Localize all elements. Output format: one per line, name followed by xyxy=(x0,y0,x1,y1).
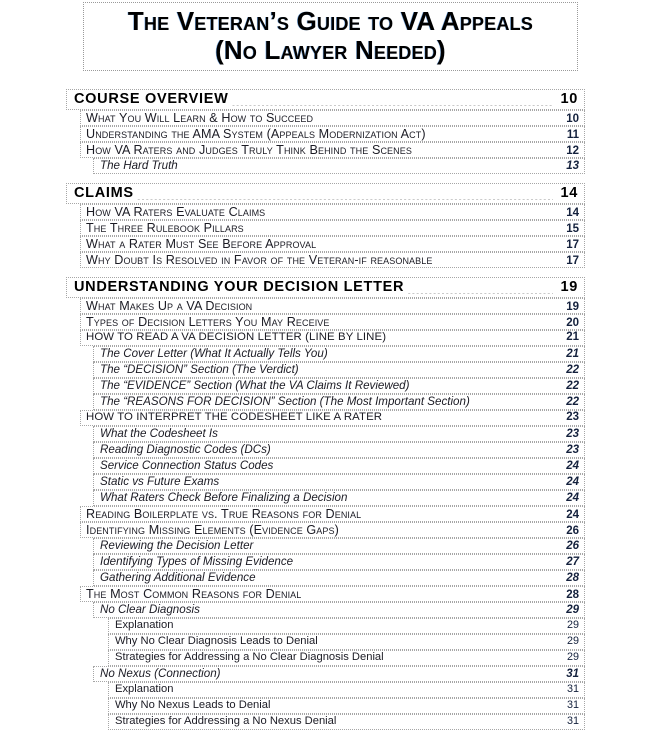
dot-leader xyxy=(255,309,558,310)
toc-entry-level-2[interactable] xyxy=(80,110,585,126)
toc-entry-level-2[interactable] xyxy=(80,586,585,602)
toc-entry-page-number: 27 xyxy=(566,556,579,568)
dot-leader xyxy=(268,215,558,216)
toc-entry-label: The Hard Truth xyxy=(100,159,178,172)
toc-entry-label: Strategies for Addressing a No Nexus Denial xyxy=(115,715,337,727)
toc-entry-page-number: 22 xyxy=(566,364,579,376)
dot-leader xyxy=(256,549,558,550)
toc-entry-label: Identifying Types of Missing Evidence xyxy=(100,555,294,568)
dot-leader xyxy=(385,421,558,422)
toc-entry-label: The Cover Letter (What It Actually Tells You) xyxy=(100,347,328,360)
toc-entry-level-2[interactable] xyxy=(80,314,585,330)
toc-entry-level-2[interactable] xyxy=(80,298,585,314)
toc-entry-page-number: 21 xyxy=(566,348,579,360)
dot-leader xyxy=(296,565,558,566)
toc-entry-label: Reading Diagnostic Codes (DCs) xyxy=(100,443,271,456)
dot-leader xyxy=(350,501,558,502)
toc-entry-label: Why No Clear Diagnosis Leads to Denial xyxy=(115,635,318,647)
toc-entry-page-number: 29 xyxy=(566,604,579,616)
toc-entry-page-number: 29 xyxy=(566,635,579,647)
dot-leader xyxy=(412,389,558,390)
toc-entry-label: Explanation xyxy=(115,619,174,631)
toc-entry-label: How VA Raters Evaluate Claims xyxy=(86,205,266,219)
dot-leader xyxy=(473,405,558,406)
dot-leader xyxy=(364,517,558,518)
toc-entry-label: What the Codesheet Is xyxy=(100,427,218,440)
dot-leader xyxy=(342,533,558,534)
dot-leader xyxy=(331,357,558,358)
toc-entry-label: Understanding the AMA System (Appeals Modernization Act) xyxy=(86,127,426,141)
toc-entry-label: Strategies for Addressing a No Clear Diagnosis Denial xyxy=(115,651,384,663)
toc-entry-label: The “EVIDENCE” Section (What the VA Claims It Reviewed) xyxy=(100,379,410,392)
dot-leader xyxy=(339,725,559,726)
toc-entry-page-number: 15 xyxy=(566,223,579,235)
toc-entry-label: Static vs Future Exams xyxy=(100,475,220,488)
toc-entry-level-3[interactable] xyxy=(93,474,585,490)
toc-entry-label: COURSE OVERVIEW xyxy=(74,91,229,107)
dot-leader xyxy=(274,453,558,454)
dot-leader xyxy=(276,469,558,470)
toc-entry-page-number: 22 xyxy=(566,380,579,392)
toc-entry-page-number: 14 xyxy=(566,207,579,219)
toc-entry-label: HOW TO READ A VA DECISION LETTER (LINE BY LINE) xyxy=(86,331,387,343)
toc-entry-level-1[interactable] xyxy=(66,277,585,298)
toc-entry-label: No Nexus (Connection) xyxy=(100,667,221,680)
toc-entry-page-number: 19 xyxy=(566,301,579,313)
toc-entry-level-2[interactable] xyxy=(80,236,585,252)
toc-entry-page-number: 12 xyxy=(566,145,579,157)
dot-leader xyxy=(137,199,553,200)
toc-entry-label: Explanation xyxy=(115,683,174,695)
toc-entry-page-number: 13 xyxy=(566,160,579,172)
toc-entry-level-4[interactable] xyxy=(108,650,585,666)
dot-leader xyxy=(181,169,558,170)
toc-entry-page-number: 29 xyxy=(566,651,579,663)
dot-leader xyxy=(176,629,559,630)
title-line-2: (No Lawyer Needed) xyxy=(215,35,446,65)
dot-leader xyxy=(203,613,558,614)
dot-leader xyxy=(231,105,553,106)
toc-entry-page-number: 14 xyxy=(560,185,578,201)
toc-entry-label: Identifying Missing Elements (Evidence Gaps) xyxy=(86,523,339,537)
toc-entry-level-3[interactable] xyxy=(93,538,585,554)
toc-entry-label: HOW TO INTERPRET THE CODESHEET LIKE A RATER xyxy=(86,411,383,423)
toc-entry-level-3[interactable] xyxy=(93,158,585,174)
toc-entry-level-2[interactable] xyxy=(80,522,585,538)
dot-leader xyxy=(224,677,558,678)
toc-entry-level-3[interactable] xyxy=(93,346,585,362)
toc-entry-page-number: 31 xyxy=(566,715,579,727)
toc-entry-level-3[interactable] xyxy=(93,442,585,458)
toc-entry-label: Reading Boilerplate vs. True Reasons for Denial xyxy=(86,507,362,521)
toc-entry-level-3[interactable] xyxy=(93,570,585,586)
toc-entry-page-number: 24 xyxy=(566,460,579,472)
toc-entry-level-3[interactable] xyxy=(93,378,585,394)
dot-leader xyxy=(221,437,558,438)
dot-leader xyxy=(222,485,558,486)
toc-entry-level-2[interactable] xyxy=(80,330,585,346)
toc-entry-level-1[interactable] xyxy=(66,89,585,110)
toc-entry-page-number: 21 xyxy=(566,331,579,343)
toc-entry-page-number: 26 xyxy=(566,525,579,537)
toc-entry-page-number: 28 xyxy=(566,589,579,601)
toc-entry-level-3[interactable] xyxy=(93,602,585,618)
toc-entry-label: Service Connection Status Codes xyxy=(100,459,274,472)
toc-entry-level-4[interactable] xyxy=(108,698,585,714)
toc-entry-page-number: 11 xyxy=(566,129,579,141)
toc-entry-page-number: 24 xyxy=(566,509,579,521)
toc-entry-label: Gathering Additional Evidence xyxy=(100,571,256,584)
dot-leader xyxy=(389,341,558,342)
toc-entry-page-number: 20 xyxy=(566,317,579,329)
toc-entry-label: The “DECISION” Section (The Verdict) xyxy=(100,363,299,376)
dot-leader xyxy=(429,137,558,138)
toc-entry-level-2[interactable] xyxy=(80,506,585,522)
toc-entry-level-3[interactable] xyxy=(93,394,585,410)
toc-entry-page-number: 23 xyxy=(566,411,579,423)
dot-leader xyxy=(435,263,558,264)
toc-entry-page-number: 22 xyxy=(566,396,579,408)
dot-leader xyxy=(407,293,553,294)
toc-entry-page-number: 23 xyxy=(566,428,579,440)
title-line-1: The Veteran’s Guide to VA Appeals xyxy=(127,6,534,36)
dot-leader xyxy=(273,709,559,710)
toc-entry-label: What Makes Up a VA Decision xyxy=(86,299,253,313)
dot-leader xyxy=(247,231,558,232)
toc-entry-label: CLAIMS xyxy=(74,185,134,201)
toc-entry-page-number: 31 xyxy=(566,668,579,680)
dot-leader xyxy=(415,153,558,154)
dot-leader xyxy=(319,247,558,248)
toc-entry-level-2[interactable] xyxy=(80,252,585,268)
toc-entry-level-3[interactable] xyxy=(93,426,585,442)
toc-entry-page-number: 31 xyxy=(566,683,579,695)
toc-entry-label: No Clear Diagnosis xyxy=(100,603,200,616)
dot-leader xyxy=(259,581,558,582)
toc-entry-level-3[interactable] xyxy=(93,458,585,474)
table-of-contents xyxy=(0,80,646,730)
toc-entry-level-3[interactable] xyxy=(93,490,585,506)
toc-entry-page-number: 17 xyxy=(566,239,579,251)
dot-leader xyxy=(321,645,559,646)
dot-leader xyxy=(304,597,558,598)
toc-entry-page-number: 24 xyxy=(566,492,579,504)
toc-entry-label: Types of Decision Letters You May Receive xyxy=(86,315,330,329)
toc-entry-page-number: 10 xyxy=(560,91,578,107)
toc-entry-label: What Raters Check Before Finalizing a Decision xyxy=(100,491,348,504)
toc-entry-label: Why No Nexus Leads to Denial xyxy=(115,699,271,711)
toc-entry-level-4[interactable] xyxy=(108,714,585,730)
toc-entry-label: Why Doubt Is Resolved in Favor of the Veteran-if reasonable xyxy=(86,253,433,267)
toc-entry-level-1[interactable] xyxy=(66,183,585,204)
toc-entry-level-2[interactable] xyxy=(80,220,585,236)
toc-entry-level-3[interactable] xyxy=(93,554,585,570)
document-title xyxy=(83,2,578,71)
toc-entry-level-2[interactable] xyxy=(80,142,585,158)
toc-entry-level-2[interactable] xyxy=(80,204,585,220)
toc-entry-level-4[interactable] xyxy=(108,634,585,650)
toc-entry-page-number: 24 xyxy=(566,476,579,488)
toc-entry-level-3[interactable] xyxy=(93,362,585,378)
toc-entry-page-number: 23 xyxy=(566,444,579,456)
toc-entry-page-number: 29 xyxy=(566,619,579,631)
toc-entry-page-number: 31 xyxy=(566,699,579,711)
toc-entry-level-2[interactable] xyxy=(80,410,585,426)
toc-entry-label: What a Rater Must See Before Approval xyxy=(86,237,317,251)
toc-entry-page-number: 10 xyxy=(566,113,579,125)
toc-entry-level-4[interactable] xyxy=(108,618,585,634)
toc-entry-label: What You Will Learn & How to Succeed xyxy=(86,111,314,125)
toc-entry-label: The Most Common Reasons for Denial xyxy=(86,587,302,601)
toc-entry-label: The Three Rulebook Pillars xyxy=(86,221,244,235)
toc-entry-page-number: 19 xyxy=(560,279,578,295)
dot-leader xyxy=(333,325,558,326)
toc-entry-level-3[interactable] xyxy=(93,666,585,682)
dot-leader xyxy=(176,693,559,694)
dot-leader xyxy=(387,661,559,662)
toc-entry-label: The “REASONS FOR DECISION” Section (The Most Important Section) xyxy=(100,395,470,408)
toc-entry-label: UNDERSTANDING YOUR DECISION LETTER xyxy=(74,279,405,295)
toc-entry-level-2[interactable] xyxy=(80,126,585,142)
toc-entry-page-number: 17 xyxy=(566,255,579,267)
toc-entry-page-number: 26 xyxy=(566,540,579,552)
toc-entry-page-number: 28 xyxy=(566,572,579,584)
dot-leader xyxy=(316,121,558,122)
toc-entry-label: How VA Raters and Judges Truly Think Behind the Scenes xyxy=(86,143,412,157)
toc-entry-label: Reviewing the Decision Letter xyxy=(100,539,254,552)
dot-leader xyxy=(302,373,558,374)
toc-entry-level-4[interactable] xyxy=(108,682,585,698)
